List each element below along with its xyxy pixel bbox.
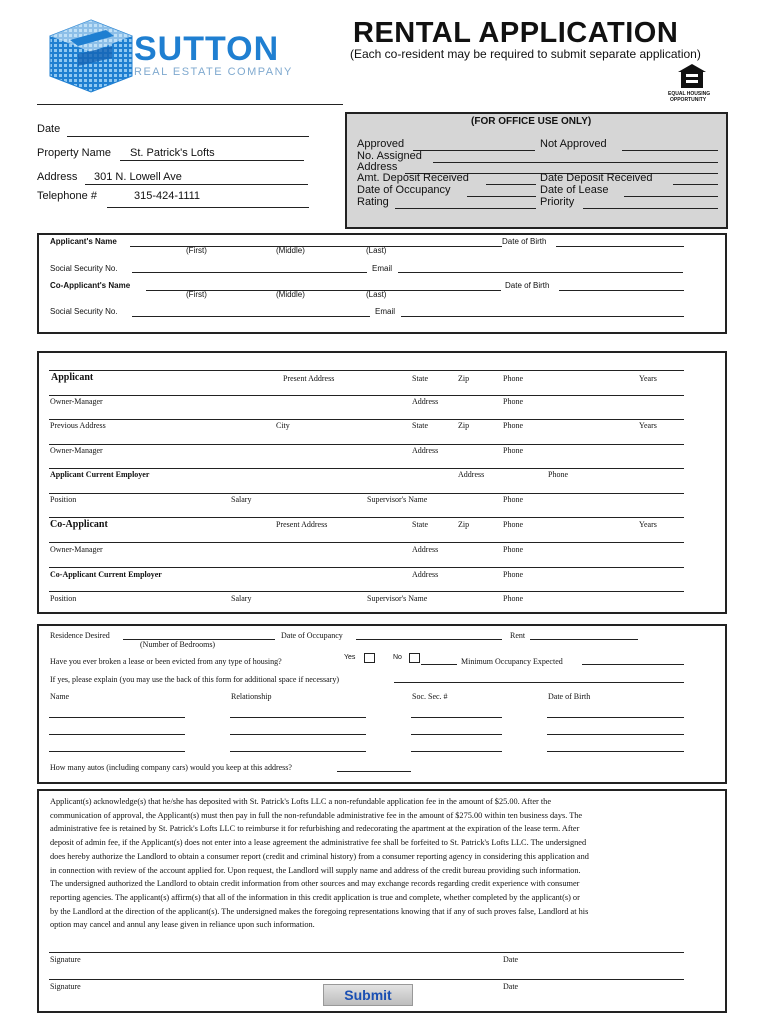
prev-om-address-label: Address bbox=[412, 446, 439, 455]
co-ssn-label: Social Security No. bbox=[50, 307, 118, 316]
broken-lease-label: Have you ever broken a lease or been evicted from any type of housing? bbox=[50, 657, 282, 666]
occupant-dob-header: Date of Birth bbox=[548, 692, 591, 701]
last-hint: (Last) bbox=[366, 246, 387, 255]
co-om-address-label: Address bbox=[412, 545, 439, 554]
office-not-approved-field[interactable] bbox=[622, 150, 718, 151]
office-priority: Priority bbox=[540, 196, 575, 208]
logo-cube-icon bbox=[48, 18, 134, 94]
office-priority-field[interactable] bbox=[583, 208, 718, 209]
agreement-line: communication of approval, the Applicant(s) must then pay in full the non-refundable administrative fee in the amount of $275.00 within ten business days. The bbox=[50, 810, 583, 820]
relationship-header: Relationship bbox=[231, 692, 272, 701]
min-occupancy-field[interactable] bbox=[582, 664, 684, 665]
office-date-deposit: Date Deposit Received bbox=[540, 172, 653, 184]
property-underline bbox=[120, 160, 304, 161]
telephone-label: Telephone # bbox=[37, 190, 97, 202]
co-first-hint: (First) bbox=[186, 290, 207, 299]
co-supervisor-phone-label: Phone bbox=[503, 594, 523, 603]
residence-desired-label: Residence Desired bbox=[50, 631, 110, 640]
co-years-label: Years bbox=[639, 520, 657, 529]
first-hint: (First) bbox=[186, 246, 207, 255]
signature-label-2: Signature bbox=[50, 982, 81, 991]
email-label: Email bbox=[372, 264, 393, 273]
employer-address-label: Address bbox=[458, 470, 485, 479]
co-present-address-label: Present Address bbox=[276, 520, 328, 529]
phone-label: Phone bbox=[503, 374, 523, 383]
agreement-line: Applicant(s) acknowledge(s) that he/she has deposited with St. Patrick's Lofts LLC a non-refundable application fee in the amount of $25.00. After the bbox=[50, 797, 552, 806]
co-zip-label: Zip bbox=[458, 520, 470, 529]
property-field[interactable]: St. Patrick's Lofts bbox=[130, 147, 215, 159]
office-rating: Rating bbox=[357, 196, 389, 208]
middle-hint: (Middle) bbox=[276, 246, 305, 255]
agreement-line: by the Landlord at the direction of the applicant(s). The undersigned makes the foregoing representations knowing that if any of such proves false, Landlord at his bbox=[50, 906, 589, 916]
occupant-row-3-ssn[interactable] bbox=[411, 751, 502, 752]
brand-tagline: REAL ESTATE COMPANY bbox=[134, 66, 293, 78]
autos-label: How many autos (including company cars) would you keep at this address? bbox=[50, 763, 292, 772]
address-underline bbox=[85, 184, 308, 185]
no-label: No bbox=[393, 654, 402, 661]
explain-label: If yes, please explain (you may use the back of this form for additional space if necessary) bbox=[50, 675, 340, 684]
co-applicant-name-label: Co-Applicant's Name bbox=[50, 281, 131, 290]
agreement-line: administrative fee is retained by St. Patrick's Lofts LLC to reimburse it for refurbishing and redecorating the apartment at the expiration of the lease term. After bbox=[50, 824, 580, 834]
rent-field[interactable] bbox=[530, 639, 638, 640]
co-applicant-dob-label: Date of Birth bbox=[505, 281, 550, 290]
signature-label-1: Signature bbox=[50, 955, 81, 964]
res-line-2[interactable] bbox=[49, 395, 684, 396]
zip-label: Zip bbox=[458, 374, 470, 383]
broken-lease-field[interactable] bbox=[421, 664, 457, 665]
office-no-assigned-field[interactable] bbox=[433, 162, 718, 163]
applicant-dob-field[interactable] bbox=[556, 246, 684, 247]
sig-date-label-1: Date bbox=[503, 955, 519, 964]
occupant-row-1-name[interactable] bbox=[49, 717, 185, 718]
prev-state-label: State bbox=[412, 421, 428, 430]
co-om-phone-label: Phone bbox=[503, 545, 523, 554]
equal-housing-logo bbox=[664, 63, 720, 103]
co-supervisor-label: Supervisor's Name bbox=[367, 594, 428, 603]
occupant-row-2-name[interactable] bbox=[49, 734, 185, 735]
co-applicant-dob-field[interactable] bbox=[559, 290, 684, 291]
occupant-row-2-relationship[interactable] bbox=[230, 734, 366, 735]
date-label: Date bbox=[37, 123, 61, 135]
submit-button[interactable]: Submit bbox=[323, 984, 413, 1006]
occupant-row-2-dob[interactable] bbox=[547, 734, 684, 735]
occupant-row-1-dob[interactable] bbox=[547, 717, 684, 718]
logo bbox=[48, 18, 338, 94]
brand-name: SUTTON bbox=[134, 30, 280, 68]
applicant-dob-label: Date of Birth bbox=[502, 237, 547, 246]
autos-field[interactable] bbox=[337, 771, 411, 772]
prev-om-phone-label: Phone bbox=[503, 446, 523, 455]
bedrooms-hint: (Number of Bedrooms) bbox=[140, 640, 216, 649]
res-line-7[interactable] bbox=[49, 517, 684, 518]
office-rating-field[interactable] bbox=[395, 208, 536, 209]
res-line-8[interactable] bbox=[49, 542, 684, 543]
co-owner-manager-label: Owner-Manager bbox=[50, 545, 103, 554]
previous-address-label: Previous Address bbox=[50, 421, 106, 430]
telephone-underline bbox=[107, 207, 309, 208]
state-label: State bbox=[412, 374, 428, 383]
office-not-approved: Not Approved bbox=[540, 138, 607, 150]
yes-checkbox[interactable] bbox=[364, 653, 375, 663]
signature-line-1[interactable] bbox=[49, 952, 684, 953]
owner-manager-label: Owner-Manager bbox=[50, 397, 103, 406]
sig-date-label-2: Date bbox=[503, 982, 519, 991]
prev-owner-manager-label: Owner-Manager bbox=[50, 446, 103, 455]
co-employer-label: Co-Applicant Current Employer bbox=[50, 570, 162, 579]
rent-label: Rent bbox=[510, 631, 526, 640]
header-rule bbox=[37, 104, 343, 105]
res-line-5[interactable] bbox=[49, 468, 684, 469]
address-field[interactable]: 301 N. Lowell Ave bbox=[94, 171, 182, 183]
res-line-4[interactable] bbox=[49, 444, 684, 445]
years-label: Years bbox=[639, 374, 657, 383]
occ-date-label: Date of Occupancy bbox=[281, 631, 343, 640]
om-phone-label: Phone bbox=[503, 397, 523, 406]
soc-sec-header: Soc. Sec. # bbox=[412, 692, 448, 701]
office-address: Address bbox=[357, 161, 398, 173]
agreement-text bbox=[50, 795, 720, 932]
office-date-occupancy-field[interactable] bbox=[467, 196, 536, 197]
city-label: City bbox=[276, 421, 290, 430]
min-occupancy-label: Minimum Occupancy Expected bbox=[461, 657, 563, 666]
applicant-employer-label: Applicant Current Employer bbox=[50, 470, 150, 479]
occupant-row-1-ssn[interactable] bbox=[411, 717, 502, 718]
prev-years-label: Years bbox=[639, 421, 657, 430]
co-salary-label: Salary bbox=[231, 594, 252, 603]
equal-housing-icon bbox=[677, 63, 707, 89]
date-field[interactable] bbox=[67, 136, 309, 137]
occ-date-field[interactable] bbox=[356, 639, 502, 640]
agreement-line: option may cancel and annul any lease given in reliance upon such information. bbox=[50, 920, 315, 930]
agreement-line: The undersigned authorized the Landlord to obtain credit information from other sources and may exchange records regarding credit experience with consumer bbox=[50, 879, 580, 889]
res-line-9[interactable] bbox=[49, 567, 684, 568]
employer-phone-label: Phone bbox=[548, 470, 568, 479]
res-line-6[interactable] bbox=[49, 493, 684, 494]
office-title: (FOR OFFICE USE ONLY) bbox=[471, 116, 592, 127]
explain-field[interactable] bbox=[394, 682, 684, 683]
occupant-row-3-name[interactable] bbox=[49, 751, 185, 752]
co-employer-phone-label: Phone bbox=[503, 570, 523, 579]
ssn-field[interactable] bbox=[132, 272, 367, 273]
co-employer-address-label: Address bbox=[412, 570, 439, 579]
email-field[interactable] bbox=[398, 272, 683, 273]
co-state-label: State bbox=[412, 520, 428, 529]
occupant-row-1-relationship[interactable] bbox=[230, 717, 366, 718]
applicant-heading: Applicant bbox=[51, 372, 94, 383]
office-date-deposit-field[interactable] bbox=[673, 184, 718, 185]
res-line-10[interactable] bbox=[49, 591, 684, 592]
prev-phone-label: Phone bbox=[503, 421, 523, 430]
co-middle-hint: (Middle) bbox=[276, 290, 305, 299]
co-last-hint: (Last) bbox=[366, 290, 387, 299]
co-email-field[interactable] bbox=[401, 316, 684, 317]
occupant-row-3-relationship[interactable] bbox=[230, 751, 366, 752]
om-address-label: Address bbox=[412, 397, 439, 406]
office-approved-field[interactable] bbox=[413, 150, 535, 151]
office-date-lease-field[interactable] bbox=[624, 196, 718, 197]
equal-housing-line1: EQUAL HOUSING bbox=[668, 91, 711, 97]
applicant-name-label: Applicant's Name bbox=[50, 237, 117, 246]
occupant-row-2-ssn[interactable] bbox=[411, 734, 502, 735]
co-position-label: Position bbox=[50, 594, 77, 603]
res-line-1[interactable] bbox=[49, 370, 684, 371]
office-date-lease: Date of Lease bbox=[540, 184, 609, 196]
yes-label: Yes bbox=[344, 654, 356, 661]
office-amt-deposit: Amt. Deposit Received bbox=[357, 172, 469, 184]
telephone-field[interactable]: 315-424-1111 bbox=[134, 190, 201, 202]
equal-housing-line2: OPPORTUNITY bbox=[670, 97, 707, 103]
signature-line-2[interactable] bbox=[49, 979, 684, 980]
property-label: Property Name bbox=[37, 147, 111, 159]
salary-label: Salary bbox=[231, 495, 252, 504]
agreement-line: does hereby authorize the Landlord to obtain a consumer report (credit and criminal history) from a consumer reporting agency in considering this application and bbox=[50, 851, 589, 861]
co-phone-label: Phone bbox=[503, 520, 523, 529]
address-label: Address bbox=[37, 171, 78, 183]
no-checkbox[interactable] bbox=[409, 653, 420, 663]
position-label: Position bbox=[50, 495, 77, 504]
supervisor-label: Supervisor's Name bbox=[367, 495, 428, 504]
res-line-3[interactable] bbox=[49, 419, 684, 420]
co-applicant-heading: Co-Applicant bbox=[50, 519, 108, 530]
co-ssn-field[interactable] bbox=[132, 316, 370, 317]
page-title: RENTAL APPLICATION bbox=[353, 17, 679, 49]
office-date-occupancy: Date of Occupancy bbox=[357, 184, 451, 196]
office-no-assigned: No. Assigned bbox=[357, 150, 422, 162]
agreement-line: deposit of admin fee, if the Applicant(s) does not enter into a lease agreement the administrative fee shall be forfeited to St. Patrick's Lofts LLC. The undersigned bbox=[50, 838, 587, 848]
co-email-label: Email bbox=[375, 307, 396, 316]
agreement-line: reporting agencies. The applicant(s) affirm(s) that all of the information in this credit application is true and complete, whether completed by the applicant(s) or bbox=[50, 892, 580, 902]
agreement-line: in connection with review of the account applied for. Upon request, the Landlord will supply name and address of the credit bureau providing such information. bbox=[50, 865, 581, 875]
office-use-box bbox=[345, 112, 728, 229]
occupant-row-3-dob[interactable] bbox=[547, 751, 684, 752]
office-approved: Approved bbox=[357, 138, 405, 150]
supervisor-phone-label: Phone bbox=[503, 495, 523, 504]
present-address-label: Present Address bbox=[283, 374, 335, 383]
ssn-label: Social Security No. bbox=[50, 264, 118, 273]
office-amt-deposit-field[interactable] bbox=[486, 184, 536, 185]
occupant-name-header: Name bbox=[50, 692, 70, 701]
page-subtitle: (Each co-resident may be required to submit separate application) bbox=[350, 47, 701, 61]
prev-zip-label: Zip bbox=[458, 421, 470, 430]
